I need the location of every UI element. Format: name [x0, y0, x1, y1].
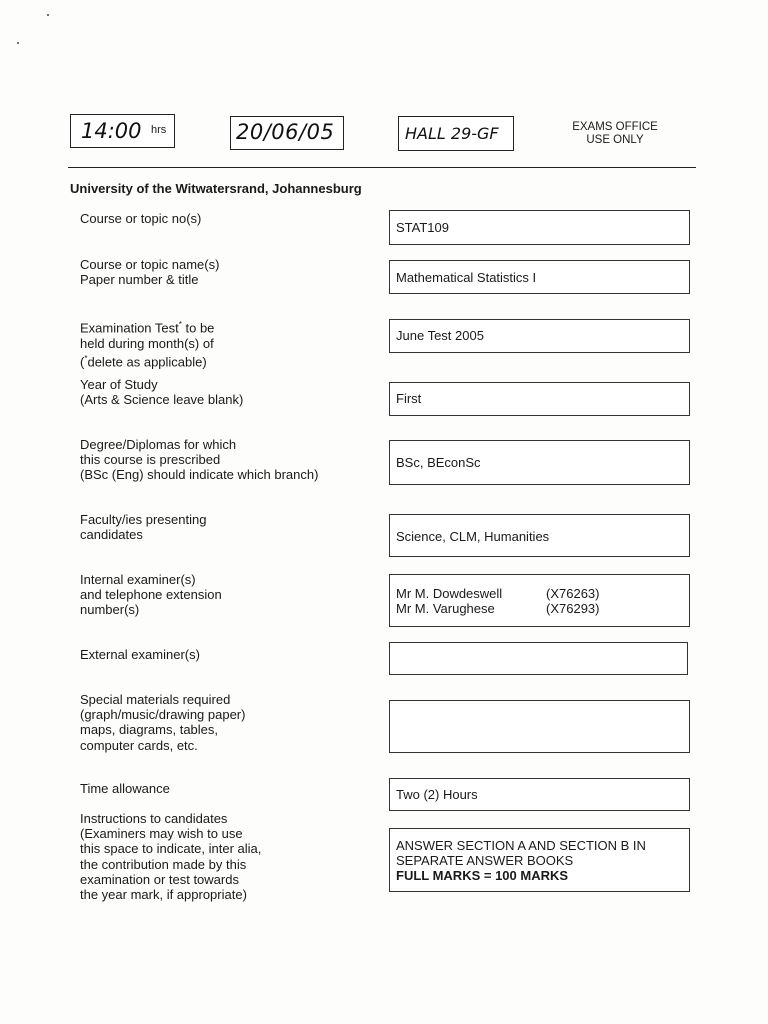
label-faculties: Faculty/ies presenting candidates [80, 512, 207, 543]
label-course-name: Course or topic name(s) Paper number & title [80, 257, 220, 288]
value-box-degree-diplomas [389, 440, 690, 485]
university-name: University of the Witwatersrand, Johannesburg [70, 181, 362, 196]
scan-speck [47, 14, 49, 16]
time-box [70, 114, 175, 148]
date-box [230, 116, 344, 150]
value-instructions-line1: ANSWER SECTION A AND SECTION B IN [396, 838, 646, 853]
label-exam-test [80, 317, 214, 369]
header-divider [68, 167, 696, 168]
exams-office-line1: EXAMS OFFICE [572, 121, 658, 133]
examiner-1-ext: (X76263) [546, 586, 600, 601]
value-course-no: STAT109 [396, 220, 449, 235]
date-handwritten: 20/06/05 [236, 120, 335, 144]
label-course-no: Course or topic no(s) [80, 211, 202, 226]
asterisk-mark: * [178, 320, 182, 329]
label-internal-examiners: Internal examiner(s) and telephone extension number(s) [80, 572, 222, 618]
value-degree-diplomas: BSc, BEconSc [396, 455, 481, 470]
value-box-instructions [389, 828, 690, 892]
label-external-examiners: External examiner(s) [80, 647, 200, 662]
value-box-course-no [389, 210, 690, 245]
examiner-1-name: Mr M. Dowdeswell [396, 586, 503, 601]
value-course-name: Mathematical Statistics I [396, 270, 537, 285]
value-box-year-of-study [389, 382, 690, 416]
time-handwritten: 14:00 [81, 119, 142, 143]
label-exam-test-part2: to be held during month(s) of ( [80, 320, 215, 370]
time-unit-label: hrs [151, 124, 167, 136]
value-faculties: Science, CLM, Humanities [396, 529, 550, 544]
exams-office-note [560, 121, 670, 147]
value-box-time-allowance [389, 778, 690, 811]
label-exam-test-part3: delete as applicable) [87, 354, 207, 370]
value-box-faculties [389, 514, 690, 557]
examiner-2-name: Mr M. Varughese [396, 601, 495, 616]
value-box-internal-examiners [389, 574, 690, 627]
value-instructions-line2: SEPARATE ANSWER BOOKS [396, 853, 574, 868]
value-box-special-materials [389, 700, 690, 753]
examiner-2-ext: (X76293) [546, 601, 600, 616]
label-exam-test-part1: Examination Test [80, 320, 179, 336]
venue-handwritten: HALL 29-GF [405, 124, 499, 143]
label-instructions: Instructions to candidates (Examiners may wish to use this space to indicate, inter alia, the contribution made by this examination or test towards the year mark, if appropriate) [80, 811, 262, 903]
value-box-exam-test [389, 319, 690, 353]
value-box-external-examiners [389, 642, 688, 675]
label-degree-diplomas: Degree/Diplomas for which this course is prescribed (BSc (Eng) should indicate which branch) [80, 437, 319, 483]
value-year-of-study: First [396, 391, 422, 406]
label-time-allowance: Time allowance [80, 781, 170, 796]
label-year-of-study: Year of Study (Arts & Science leave blank) [80, 377, 244, 408]
scan-speck [17, 42, 19, 44]
value-instructions-line3: FULL MARKS = 100 MARKS [396, 868, 569, 883]
value-exam-test: June Test 2005 [396, 328, 484, 343]
exams-office-line2: USE ONLY [586, 134, 644, 146]
venue-box [398, 116, 514, 151]
value-time-allowance: Two (2) Hours [396, 787, 478, 802]
value-box-course-name [389, 260, 690, 294]
asterisk-mark: * [84, 353, 88, 363]
label-special-materials: Special materials required (graph/music/drawing paper) maps, diagrams, tables, computer cards, etc. [80, 692, 246, 753]
